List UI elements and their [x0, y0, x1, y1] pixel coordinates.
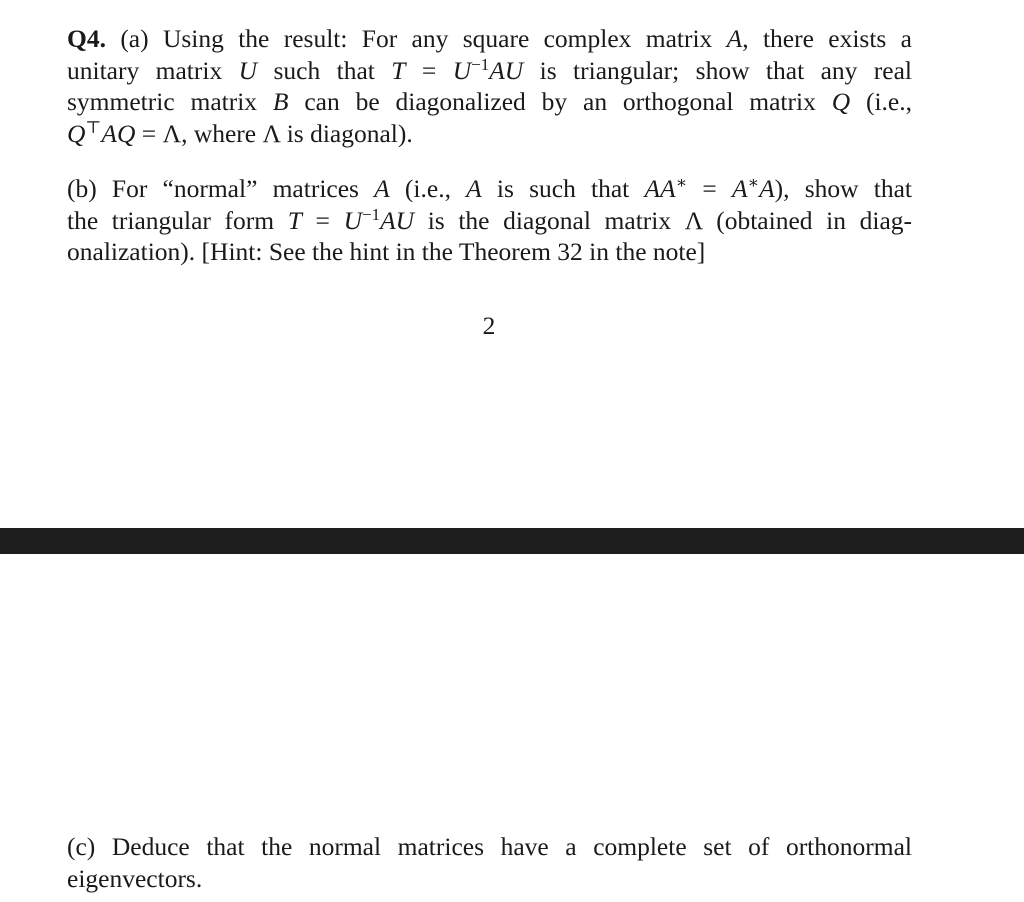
math-variable: AA — [644, 174, 676, 203]
math-lambda: Λ — [162, 118, 182, 148]
part-b-line-3 — [67, 236, 912, 268]
math-operator: = — [135, 118, 163, 148]
part-a-text: symmetric matrix — [67, 87, 273, 116]
part-b-text: (b) For “normal” matrices — [67, 174, 375, 203]
question-part-b — [67, 173, 912, 268]
part-b-text: (i.e., — [389, 174, 467, 203]
part-a-text: is diagonal). — [280, 118, 413, 148]
math-variable: AU — [380, 205, 415, 235]
part-b-text: (obtained in diag- — [702, 205, 912, 235]
part-a-text: , there exists a — [742, 24, 912, 53]
math-variable: A — [759, 174, 775, 203]
math-operator: = — [301, 205, 344, 235]
part-a-line-4 — [67, 118, 912, 150]
math-variable: T — [391, 55, 406, 85]
part-a-line-1 — [67, 23, 912, 55]
math-variable: T — [287, 205, 302, 235]
math-variable: Q — [831, 87, 851, 116]
math-variable: B — [272, 87, 289, 116]
question-label: Q4. — [67, 24, 106, 53]
math-lambda: Λ — [262, 118, 281, 148]
math-operator: = — [405, 55, 453, 85]
part-a-text: is triangular; show that any real — [523, 55, 913, 85]
math-conjugate-star: ∗ — [675, 173, 688, 192]
part-a-text: such that — [257, 55, 392, 85]
math-variable: AU — [489, 55, 524, 85]
part-b-line-1 — [67, 173, 912, 205]
page-number: 2 — [482, 311, 496, 340]
part-b-text: onalization). [Hint: See the hint in the Theorem 32 in the note] — [67, 237, 706, 266]
part-a-text: can be diagonalized by an orthogonal matrix — [288, 87, 832, 116]
math-variable: A — [466, 174, 482, 203]
part-b-line-2 — [67, 205, 912, 237]
math-exponent: −1 — [361, 204, 381, 224]
math-variable: A — [726, 24, 743, 53]
part-a-line-3 — [67, 86, 912, 118]
math-variable: A — [731, 174, 748, 203]
math-exponent: −1 — [471, 54, 490, 74]
math-variable: U — [238, 55, 258, 85]
math-conjugate-star: ∗ — [747, 173, 760, 192]
part-b-text: the triangular form — [67, 205, 288, 235]
part-b-text: is such that — [481, 174, 645, 203]
math-variable: A — [374, 174, 390, 203]
part-a-line-2 — [67, 55, 912, 87]
math-variable: Q — [67, 118, 86, 148]
part-a-text: , where — [181, 118, 263, 148]
part-a-text: (a) Using the result: For any square complex matrix — [120, 24, 727, 53]
part-b-text: ), show that — [774, 174, 912, 203]
part-c-line-2: eigenvectors. — [67, 863, 203, 893]
question-part-a — [67, 23, 912, 149]
part-b-text: is the diagonal matrix — [414, 205, 685, 235]
part-a-text: (i.e., — [850, 87, 912, 116]
math-variable: U — [452, 55, 472, 85]
math-transpose: ⊤ — [85, 117, 102, 137]
math-variable: U — [343, 205, 362, 235]
math-operator: = — [687, 174, 732, 203]
math-variable: AQ — [101, 118, 136, 148]
math-lambda: Λ — [684, 205, 703, 235]
part-a-text: unitary matrix — [67, 55, 239, 85]
question-part-c — [67, 831, 912, 894]
part-c-line-1: (c) Deduce that the normal matrices have a complete set of orthonormal — [67, 832, 912, 861]
page-separator-bar — [0, 528, 1024, 554]
